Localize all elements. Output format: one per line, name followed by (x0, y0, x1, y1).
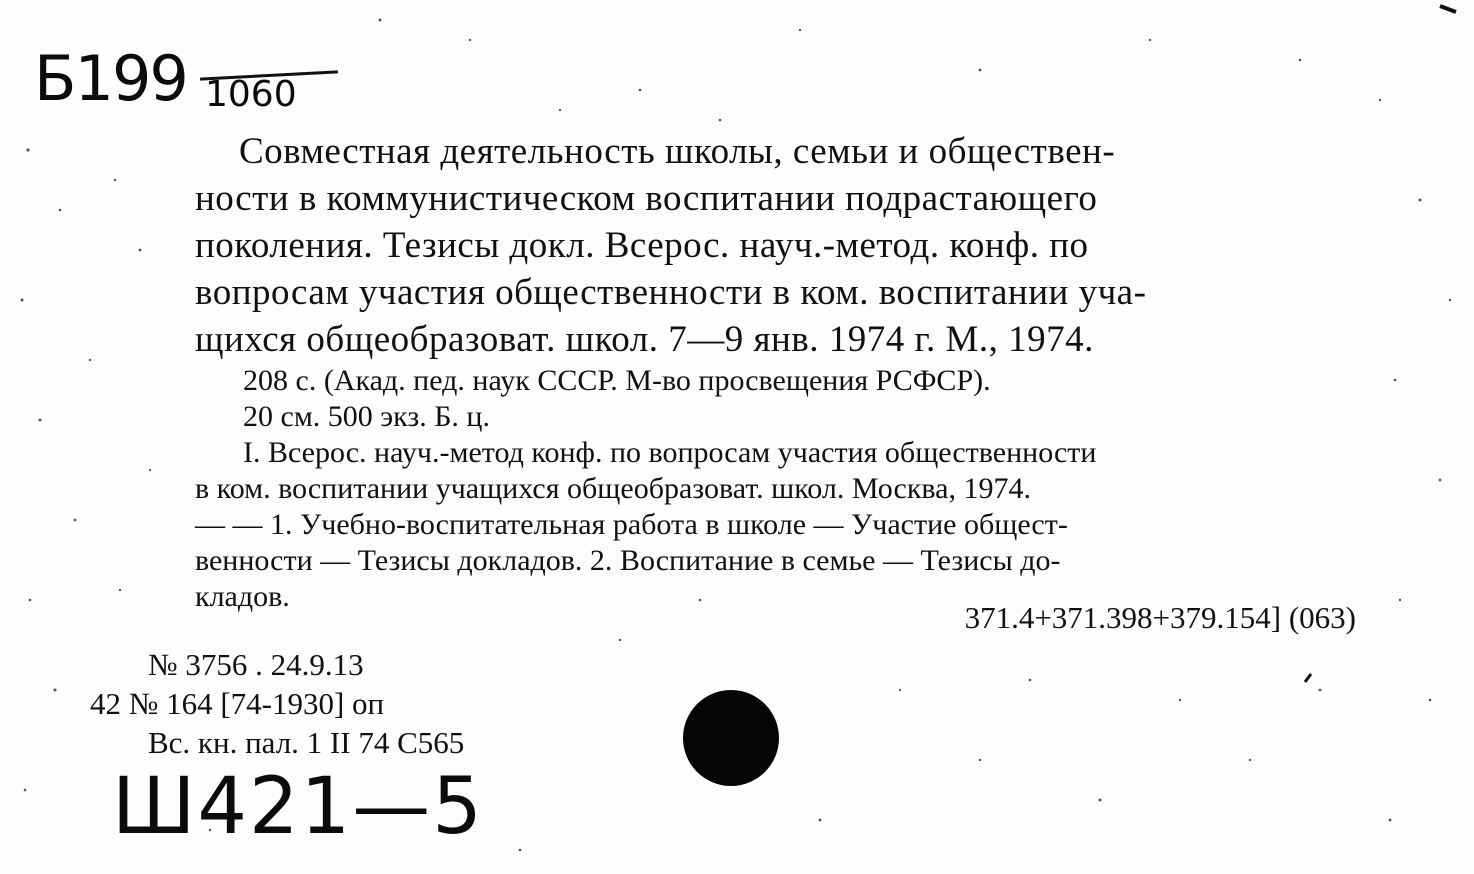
meta-line: 42 № 164 [74-1930] оп (90, 686, 385, 721)
title-line: щихся общеобразоват. школ. 7—9 янв. 1974 г. М., 1974. (195, 319, 1094, 360)
title-line: Совместная деятельность школы, семьи и обществен- (239, 131, 1116, 172)
punch-hole (683, 690, 779, 786)
shelf-mark: Б199 (34, 42, 187, 115)
tracing-line: I. Всерос. науч.-метод конф. по вопросам участия общественности (243, 436, 1097, 469)
tracing-line: в ком. воспитании учащихся общеобразоват. школ. Москва, 1974. (195, 472, 1032, 505)
tracing-line: — — 1. Учебно-воспитательная работа в школе — Участие общест- (195, 508, 1068, 541)
classification-code: 371.4+371.398+379.154] (063) (964, 600, 1356, 635)
title-line: ности в коммунистическом воспитании подрастающего (195, 178, 1098, 219)
collation-line: 208 с. (Акад. пед. наук СССР. М-во просвещения РСФСР). (243, 364, 991, 397)
collation-line: 20 см. 500 экз. Б. ц. (243, 400, 490, 433)
title-line: поколения. Тезисы докл. Всерос. науч.-метод. конф. по (195, 225, 1089, 266)
card-meta (90, 645, 464, 762)
shelf-mark-sub: 1060 (205, 74, 297, 115)
handwritten-inventory-number: Ш421—5 (112, 762, 484, 852)
meta-line: № 3756 . 24.9.13 (148, 647, 364, 682)
card-body (195, 128, 1355, 615)
title-line: вопросам участия общественности в ком. воспитании уча- (195, 272, 1147, 313)
tracing-line: венности — Тезисы докладов. 2. Воспитание в семье — Тезисы до- (195, 544, 1061, 577)
meta-line: Вс. кн. пал. 1 II 74 С565 (148, 725, 465, 760)
tracing-line: кладов. (195, 580, 290, 613)
